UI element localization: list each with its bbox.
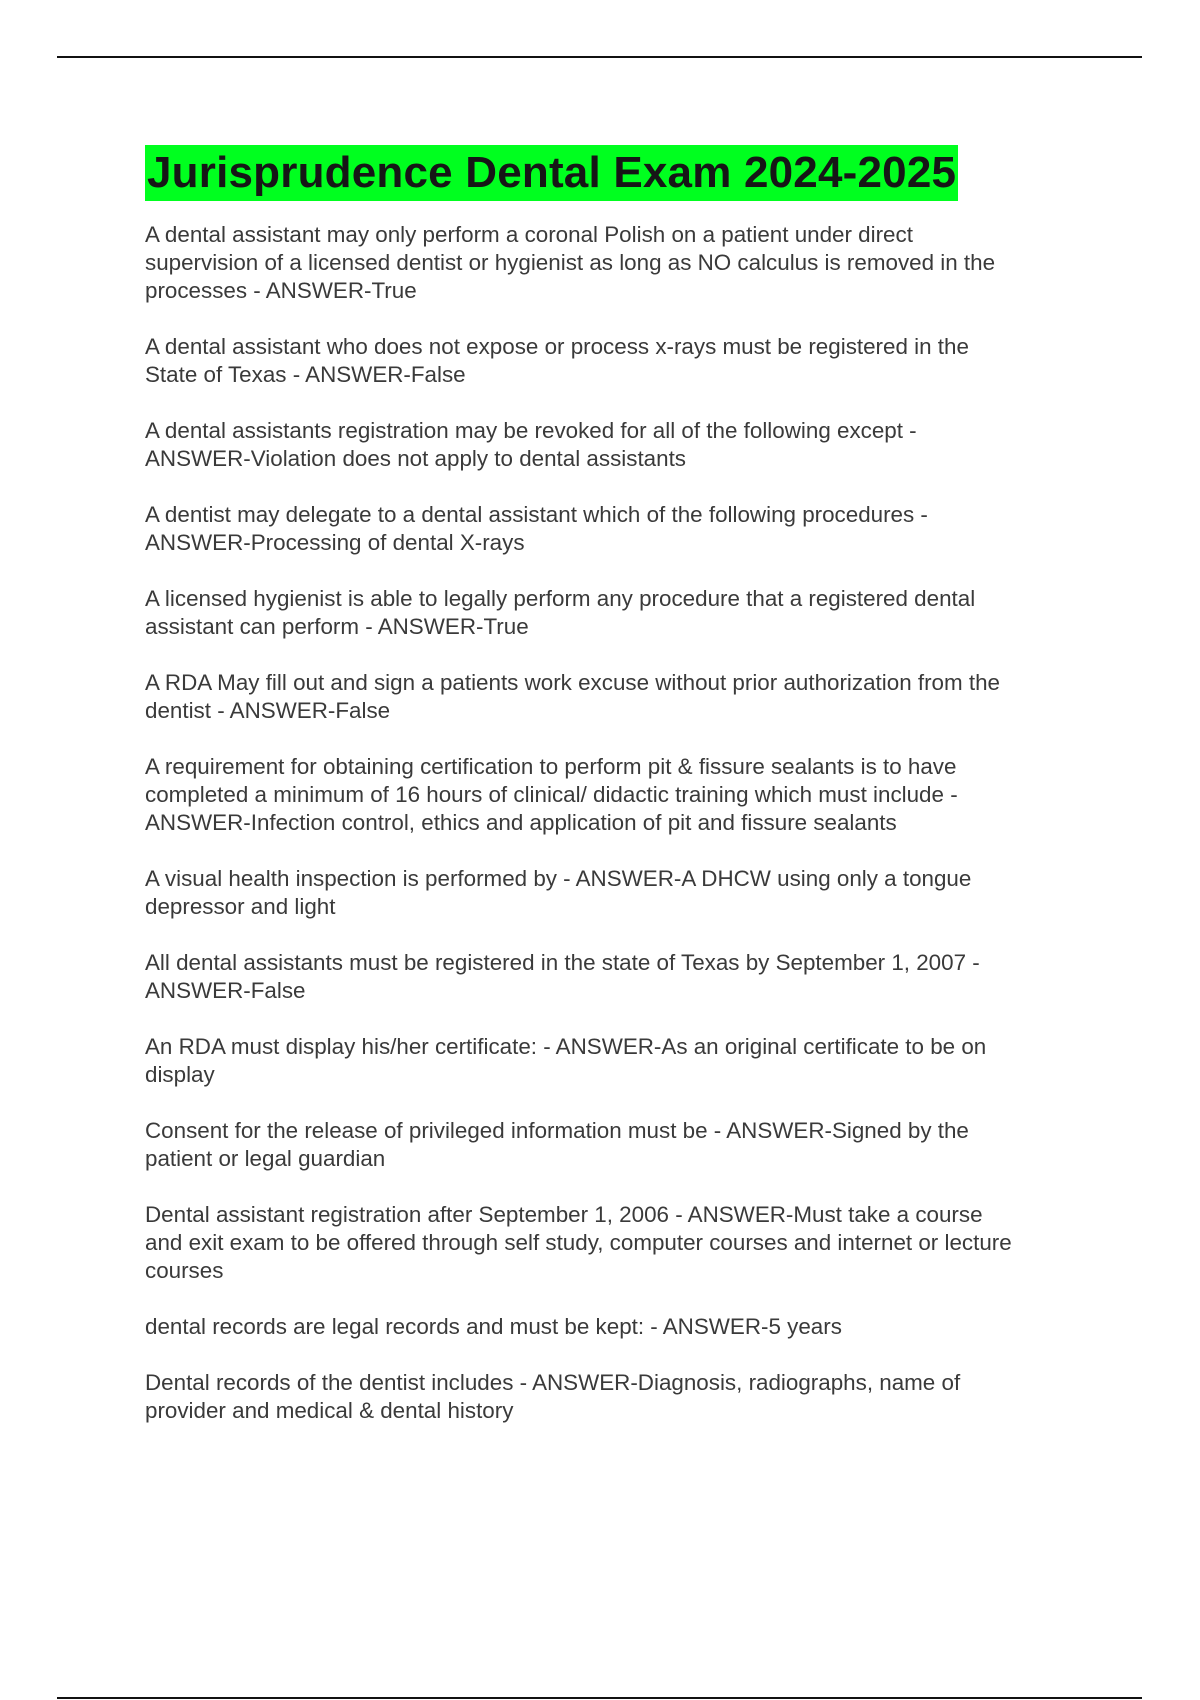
qa-item [145, 501, 1095, 557]
document-title: Jurisprudence Dental Exam 2024-2025 [145, 145, 958, 201]
qa-item-line: Dental records of the dentist includes - ANSWER-Diagnosis, radiographs, name of [145, 1370, 961, 1395]
qa-item-line: Dental assistant registration after September 1, 2006 - ANSWER-Must take a course [145, 1202, 983, 1227]
qa-item-line: Consent for the release of privileged information must be - ANSWER-Signed by the [145, 1118, 969, 1143]
qa-item-line: A dental assistants registration may be revoked for all of the following except - [145, 418, 917, 443]
qa-item-line: State of Texas - ANSWER-False [145, 362, 466, 387]
top-rule [57, 56, 1142, 58]
document-content [145, 145, 1095, 1453]
qa-item-line: ANSWER-False [145, 978, 306, 1003]
qa-item-line: completed a minimum of 16 hours of clinical/ didactic training which must include - [145, 782, 958, 807]
qa-item [145, 333, 1095, 389]
qa-item-line: assistant can perform - ANSWER-True [145, 614, 529, 639]
qa-item [145, 1369, 1095, 1425]
qa-item-line: ANSWER-Infection control, ethics and application of pit and fissure sealants [145, 810, 897, 835]
qa-item [145, 865, 1095, 921]
qa-item-line: A requirement for obtaining certification to perform pit & fissure sealants is to have [145, 754, 957, 779]
qa-item-line: and exit exam to be offered through self study, computer courses and internet or lecture [145, 1230, 1012, 1255]
qa-item-line: supervision of a licensed dentist or hygienist as long as NO calculus is removed in the [145, 250, 996, 275]
qa-item-line: courses [145, 1258, 224, 1283]
qa-item [145, 1033, 1095, 1089]
qa-item-line: A visual health inspection is performed by - ANSWER-A DHCW using only a tongue [145, 866, 972, 891]
qa-item-line: A dental assistant may only perform a coronal Polish on a patient under direct [145, 222, 913, 247]
bottom-rule [57, 1697, 1142, 1699]
qa-item-line: dental records are legal records and must be kept: - ANSWER-5 years [145, 1314, 842, 1339]
qa-item [145, 1117, 1095, 1173]
qa-item [145, 417, 1095, 473]
qa-item-line: A dental assistant who does not expose or process x-rays must be registered in the [145, 334, 969, 359]
qa-item-line: depressor and light [145, 894, 336, 919]
qa-item [145, 1201, 1095, 1285]
qa-item-line: A dentist may delegate to a dental assistant which of the following procedures - [145, 502, 928, 527]
qa-item-line: ANSWER-Processing of dental X-rays [145, 530, 525, 555]
qa-item [145, 585, 1095, 641]
qa-item-line: ANSWER-Violation does not apply to dental assistants [145, 446, 686, 471]
qa-item-line: patient or legal guardian [145, 1146, 386, 1171]
qa-item [145, 221, 1095, 305]
qa-item-line: provider and medical & dental history [145, 1398, 514, 1423]
qa-item [145, 949, 1095, 1005]
qa-item-line: All dental assistants must be registered in the state of Texas by September 1, 2007 - [145, 950, 980, 975]
qa-item [145, 669, 1095, 725]
qa-item-line: A licensed hygienist is able to legally perform any procedure that a registered dental [145, 586, 976, 611]
qa-item-line: processes - ANSWER-True [145, 278, 417, 303]
qa-list [145, 221, 1095, 1425]
qa-item [145, 753, 1095, 837]
qa-item-line: An RDA must display his/her certificate: - ANSWER-As an original certificate to be on [145, 1034, 987, 1059]
qa-item [145, 1313, 1095, 1341]
qa-item-line: dentist - ANSWER-False [145, 698, 391, 723]
qa-item-line: A RDA May fill out and sign a patients work excuse without prior authorization from the [145, 670, 1000, 695]
qa-item-line: display [145, 1062, 215, 1087]
